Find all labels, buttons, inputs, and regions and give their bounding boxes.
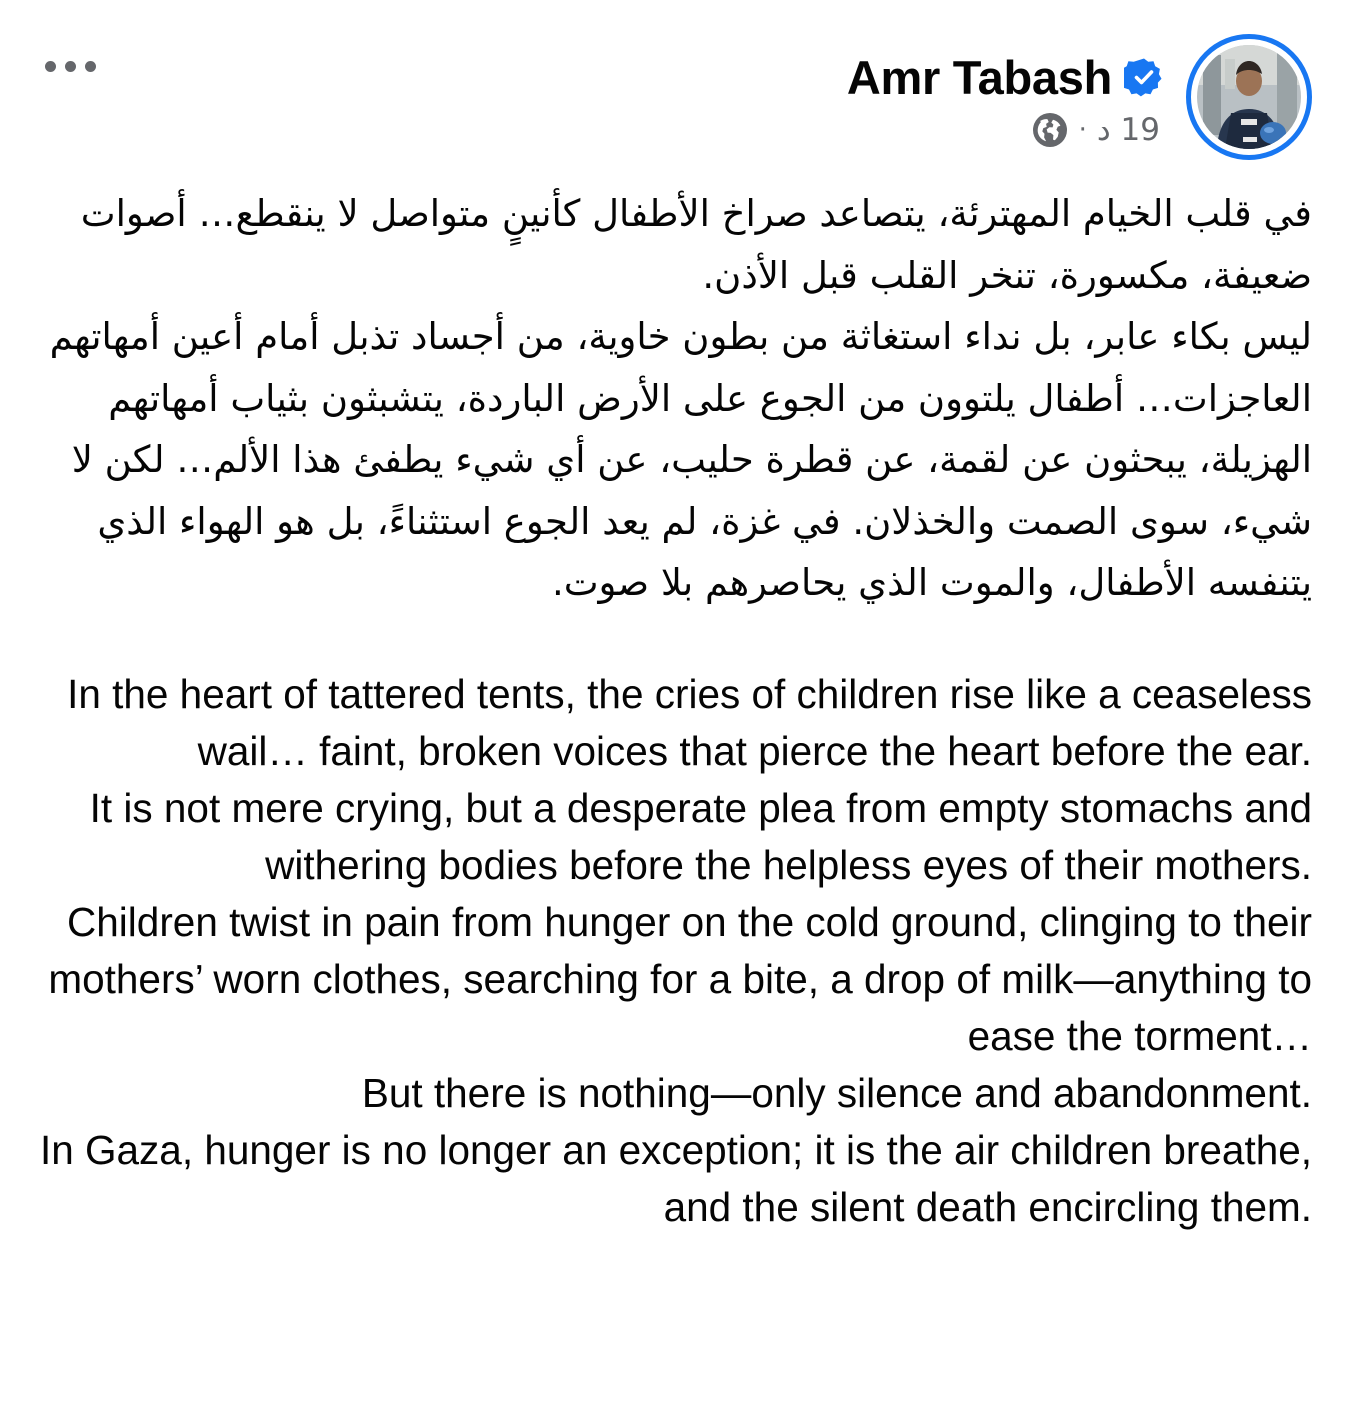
author-name-row	[847, 45, 1164, 109]
post-text-english: In the heart of tattered tents, the cries of children rise like a ceaseless wail… faint, broken voices that pierce the heart before the ear. It is not mere crying, but a desperate plea from empty stomachs and withering bodies before the helpless eyes of their mothers. Children twist in pain from hunger on the cold ground, clinging to their mothers’ worn clothes, searching for a bite, a drop of milk—anything to ease the torment… But there is nothing—only silence and abandonment. In Gaza, hunger is no longer an exception; it is the air children breathe, and the silent death encircling them.	[39, 670, 1312, 1231]
meta-separator: ·	[1078, 115, 1087, 145]
post-text-arabic: في قلب الخيام المهترئة، يتصاعد صراخ الأطفال كأنينٍ متواصل لا ينقطع… أصوات ضعيفة، مكسورة، تنخر القلب قبل الأذن. ليس بكاء عابر، بل نداء استغاثة من بطون خاوية، من أجساد تذبل أمام أعين أمهاتهم العاجزات… أطفال يلتوون من الجوع على الأرض الباردة، يتشبثون بثياب أمهاتهم الهزيلة، يبحثون عن لقمة، عن قطرة حليب، عن أي شيء يطفئ هذا الألم… لكن لا شيء، سوى الصمت والخذلان. في غزة، لم يعد الجوع استثناءً، بل هو الهواء الذي يتنفسه الأطفال، والموت الذي يحاصرهم بلا صوت.	[49, 192, 1312, 604]
post-header	[847, 32, 1312, 162]
post-timestamp[interactable]: 19 د	[1096, 112, 1160, 148]
author-name[interactable]: Amr Tabash	[846, 50, 1112, 104]
more-options-icon-dot	[85, 61, 96, 72]
author-meta	[847, 45, 1164, 149]
profile-photo	[1197, 45, 1301, 149]
verified-badge-icon	[1124, 57, 1164, 97]
post-meta	[1031, 111, 1160, 149]
post-body	[36, 183, 1312, 1236]
more-options-icon-dot	[65, 61, 76, 72]
more-options-button[interactable]	[28, 42, 112, 90]
avatar[interactable]	[1186, 34, 1312, 160]
more-options-icon	[45, 61, 56, 72]
globe-icon[interactable]	[1031, 111, 1069, 149]
